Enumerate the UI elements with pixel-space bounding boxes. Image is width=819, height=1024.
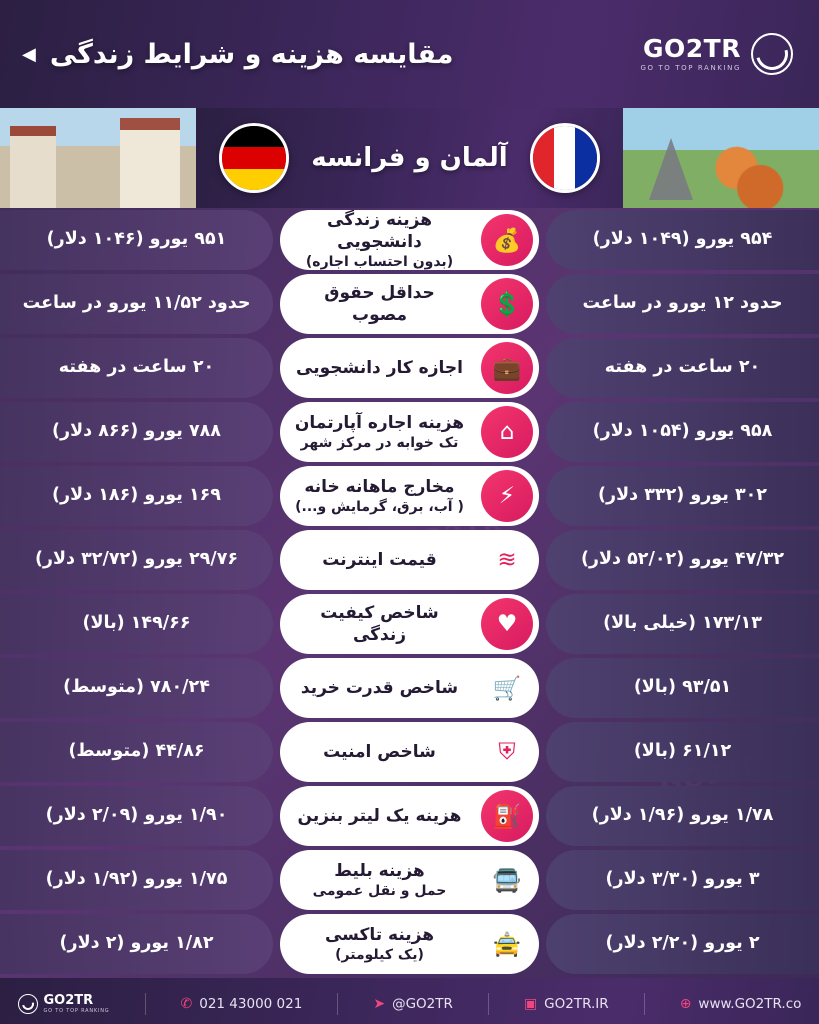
germany-value-cell: ۱۷۳/۱۳ (خیلی بالا) [546, 594, 819, 654]
criterion-label [294, 924, 469, 964]
france-value-cell: ۲۰ ساعت در هفته [0, 338, 273, 398]
criterion-label [294, 549, 469, 571]
security-shield-icon: ⛨ [481, 726, 533, 778]
criterion-label-main: هزینه بلیط [334, 860, 425, 881]
logo-icon [18, 994, 38, 1014]
criterion-cell [280, 850, 539, 910]
germany-value-cell: ۱/۷۸ یورو (۱/۹۶ دلار) [546, 786, 819, 846]
criterion-label-main: شاخص قدرت خرید [300, 677, 459, 698]
criterion-cell [280, 722, 539, 782]
criterion-label [294, 860, 469, 900]
germany-photo [0, 108, 196, 208]
criterion-label-main: مخارج ماهانه خانه [304, 476, 455, 497]
germany-value-cell: ۹۳/۵۱ (بالا) [546, 658, 819, 718]
wifi-icon: ≋ [481, 534, 533, 586]
criterion-label-sub: تک خوابه در مرکز شهر [300, 434, 459, 451]
footer-website[interactable] [680, 996, 802, 1012]
table-row [0, 274, 819, 334]
criterion-cell [280, 338, 539, 398]
countries-title: آلمان و فرانسه [311, 143, 508, 173]
criterion-label [294, 282, 469, 326]
criterion-label-main: اجازه کار دانشجویی [296, 357, 463, 378]
banner-center [196, 108, 623, 208]
banner-row [0, 108, 819, 208]
money-bag-icon: 💰 [481, 214, 533, 266]
france-value-cell: ۱/۹۰ یورو (۲/۰۹ دلار) [0, 786, 273, 846]
criterion-cell [280, 658, 539, 718]
divider [644, 993, 645, 1015]
table-row [0, 338, 819, 398]
criterion-label [294, 357, 469, 379]
germany-value-cell: ۲۰ ساعت در هفته [546, 338, 819, 398]
instagram-icon: ▣ [523, 996, 538, 1012]
table-row [0, 722, 819, 782]
phone-icon: ✆ [180, 996, 193, 1012]
france-flag-icon [530, 123, 600, 193]
fuel-pump-icon: ⛽ [481, 790, 533, 842]
footer-logo-tagline: GO TO TOP RANKING [43, 1008, 110, 1014]
house-icon: ⌂ [481, 406, 533, 458]
footer-website-text: www.GO2TR.co [698, 996, 802, 1012]
criterion-label-main: حداقل حقوق مصوب [324, 282, 435, 325]
germany-value-cell: ۶۱/۱۲ (بالا) [546, 722, 819, 782]
criterion-cell [280, 530, 539, 590]
heart-shield-icon: ♥ [481, 598, 533, 650]
logo-icon [751, 33, 793, 75]
taxi-icon: 🚖 [481, 918, 533, 970]
hand-coin-icon: 💲 [481, 278, 533, 330]
footer-phone[interactable] [181, 996, 303, 1012]
france-value-cell: ۲۹/۷۶ یورو (۳۲/۷۲ دلار) [0, 530, 273, 590]
bolt-icon: ⚡ [481, 470, 533, 522]
telegram-icon: ➤ [373, 996, 386, 1012]
page-header [0, 0, 819, 108]
criterion-cell [280, 210, 539, 270]
footer-instagram-text: GO2TR.IR [544, 996, 609, 1012]
criterion-cell [280, 786, 539, 846]
criterion-label [294, 476, 469, 516]
table-row [0, 466, 819, 526]
criterion-label-sub: (یک کیلومتر) [335, 946, 424, 963]
criterion-cell [280, 466, 539, 526]
table-row [0, 786, 819, 846]
table-row [0, 402, 819, 462]
page-title: مقایسه هزینه و شرایط زندگی [49, 38, 454, 70]
footer-logo-name: GO2TR [43, 993, 94, 1008]
caret-icon: ◀ [22, 43, 36, 65]
criterion-label [294, 805, 469, 827]
criterion-cell [280, 594, 539, 654]
germany-value-cell: ۹۵۴ یورو (۱۰۴۹ دلار) [546, 210, 819, 270]
criterion-label [294, 677, 469, 699]
divider [145, 993, 146, 1015]
france-value-cell: ۱/۸۲ یورو (۲ دلار) [0, 914, 273, 974]
shopping-cart-icon: 🛒 [481, 662, 533, 714]
criterion-cell [280, 402, 539, 462]
table-row [0, 914, 819, 974]
logo-name: GO2TR [643, 34, 741, 63]
france-value-cell: ۹۵۱ یورو (۱۰۴۶ دلار) [0, 210, 273, 270]
france-value-cell: ۷۸۸ یورو (۸۶۶ دلار) [0, 402, 273, 462]
table-row [0, 594, 819, 654]
criterion-label-main: هزینه اجاره آپارتمان [294, 412, 465, 433]
criterion-label [294, 412, 469, 452]
table-row [0, 850, 819, 910]
footer-logo [18, 994, 110, 1014]
criterion-cell [280, 914, 539, 974]
germany-value-cell: ۳۰۲ یورو (۳۳۲ دلار) [546, 466, 819, 526]
table-row [0, 658, 819, 718]
criterion-label-sub: ( آب، برق، گرمایش و...) [295, 498, 464, 515]
divider [337, 993, 338, 1015]
germany-value-cell: حدود ۱۲ یورو در ساعت [546, 274, 819, 334]
globe-icon: ⊕ [679, 996, 692, 1012]
briefcase-icon: 💼 [481, 342, 533, 394]
criterion-label-main: هزینه یک لیتر بنزین [297, 805, 462, 826]
footer-instagram[interactable] [524, 996, 609, 1012]
criterion-label [294, 602, 469, 646]
divider [488, 993, 489, 1015]
germany-value-cell: ۳ یورو (۳/۳۰ دلار) [546, 850, 819, 910]
germany-value-cell: ۲ یورو (۲/۲۰ دلار) [546, 914, 819, 974]
france-value-cell: ۱۴۹/۶۶ (بالا) [0, 594, 273, 654]
criterion-label-main: شاخص امنیت [323, 741, 436, 762]
criterion-label-main: هزینه زندگی دانشجویی [327, 210, 432, 252]
france-photo [623, 108, 819, 208]
germany-value-cell: ۴۷/۳۲ یورو (۵۲/۰۲ دلار) [546, 530, 819, 590]
france-value-cell: ۱۶۹ یورو (۱۸۶ دلار) [0, 466, 273, 526]
france-value-cell: ۴۴/۸۶ (متوسط) [0, 722, 273, 782]
footer-telegram[interactable] [373, 996, 453, 1012]
brand-logo [640, 33, 793, 75]
criterion-cell [280, 274, 539, 334]
criterion-label-main: شاخص کیفیت زندگی [320, 602, 439, 645]
page-footer [0, 978, 819, 1024]
footer-phone-text: 021 43000 021 [199, 996, 303, 1012]
bus-icon: 🚍 [481, 854, 533, 906]
france-value-cell: ۱/۷۵ یورو (۱/۹۲ دلار) [0, 850, 273, 910]
criterion-label-main: قیمت اینترنت [322, 549, 437, 570]
table-row [0, 530, 819, 590]
france-value-cell: ۷۸۰/۲۴ (متوسط) [0, 658, 273, 718]
table-row [0, 210, 819, 270]
germany-flag-icon [219, 123, 289, 193]
criterion-label-sub: حمل و نقل عمومی [312, 882, 447, 899]
criterion-label [294, 210, 469, 270]
germany-value-cell: ۹۵۸ یورو (۱۰۵۴ دلار) [546, 402, 819, 462]
criterion-label-main: هزینه تاکسی [324, 924, 435, 945]
footer-telegram-text: @GO2TR [392, 996, 453, 1012]
comparison-table [0, 208, 819, 974]
france-value-cell: حدود ۱۱/۵۲ یورو در ساعت [0, 274, 273, 334]
criterion-label-sub: (بدون احتساب اجاره) [305, 254, 454, 270]
criterion-label [294, 741, 469, 763]
logo-tagline: GO TO TOP RANKING [640, 64, 741, 72]
